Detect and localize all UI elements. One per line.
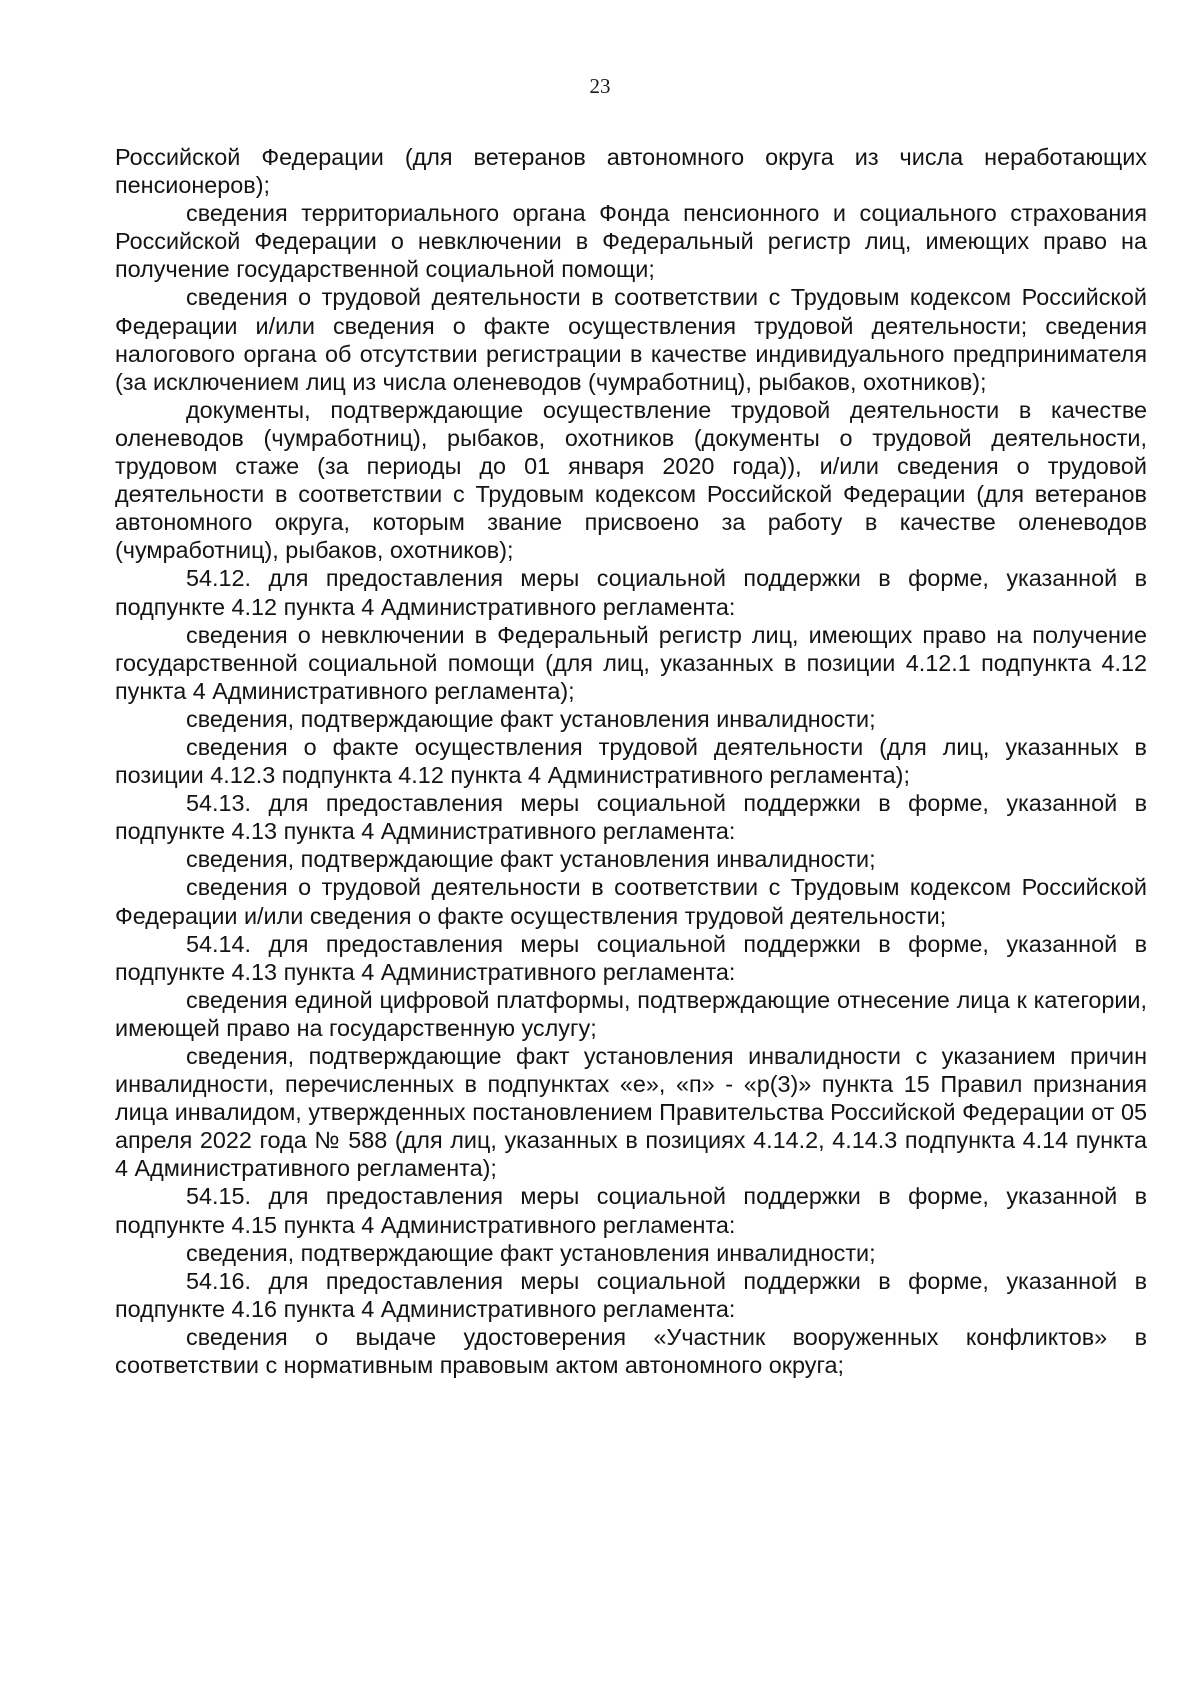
paragraph: сведения, подтверждающие факт установления инвалидности;	[186, 1239, 876, 1266]
page-number: 23	[589, 74, 611, 98]
paragraph: сведения, подтверждающие факт установления инвалидности;	[186, 705, 876, 732]
paragraph-item-54-13: 54.13. для предоставления меры социальной поддержки в форме, указанной в подпункте 4.13 пункта 4 Административного регламента:	[115, 790, 1147, 845]
paragraph: сведения о трудовой деятельности в соответствии с Трудовым кодексом Российской Федерации и/или сведения о факте осуществления трудовой деятельности; сведения налогового органа об отсутствии регистрации в качестве индивидуального предпринимателя (за исключением лиц из числа оленеводов (чумработниц), рыбаков, охотников);	[115, 284, 1147, 395]
paragraph-item-54-15: 54.15. для предоставления меры социальной поддержки в форме, указанной в подпункте 4.15 пункта 4 Административного регламента:	[115, 1183, 1147, 1238]
document-body	[115, 143, 1147, 1379]
paragraph: Российской Федерации (для ветеранов автономного округа из числа неработающих пенсионеров);	[115, 144, 1147, 199]
paragraph-item-54-12: 54.12. для предоставления меры социальной поддержки в форме, указанной в подпункте 4.12 пункта 4 Административного регламента:	[115, 565, 1147, 620]
paragraph: сведения о трудовой деятельности в соответствии с Трудовым кодексом Российской Федерации и/или сведения о факте осуществления трудовой деятельности;	[115, 874, 1147, 929]
paragraph: сведения, подтверждающие факт установления инвалидности с указанием причин инвалидности, перечисленных в подпунктах «е», «п» - «р(3)» пункта 15 Правил признания лица инвалидом, утвержденных постановлением Правительства Российской Федерации от 05 апреля 2022 года № 588 (для лиц, указанных в позициях 4.14.2, 4.14.3 подпункта 4.14 пункта 4 Административного регламента);	[115, 1043, 1147, 1182]
paragraph: документы, подтверждающие осуществление трудовой деятельности в качестве оленеводов (чумработниц), рыбаков, охотников (документы о трудовой деятельности, трудовом стаже (за периоды до 01 января 2020 года)), и/или сведения о трудовой деятельности в соответствии с Трудовым кодексом Российской Федерации (для ветеранов автономного округа, которым звание присвоено за работу в качестве оленеводов (чумработниц), рыбаков, охотников);	[115, 396, 1147, 564]
paragraph-item-54-16: 54.16. для предоставления меры социальной поддержки в форме, указанной в подпункте 4.16 пункта 4 Административного регламента:	[115, 1267, 1147, 1322]
paragraph: сведения, подтверждающие факт установления инвалидности;	[186, 846, 876, 873]
paragraph: сведения территориального органа Фонда пенсионного и социального страхования Российской Федерации о невключении в Федеральный регистр лиц, имеющих право на получение государственной социальной помощи;	[115, 200, 1147, 283]
paragraph: сведения о выдаче удостоверения «Участник вооруженных конфликтов» в соответствии с нормативным правовым актом автономного округа;	[115, 1323, 1147, 1379]
paragraph: сведения единой цифровой платформы, подтверждающие отнесение лица к категории, имеющей право на государственную услугу;	[115, 986, 1147, 1041]
paragraph: сведения о факте осуществления трудовой деятельности (для лиц, указанных в позиции 4.12.3 подпункта 4.12 пункта 4 Административного регламента);	[115, 733, 1147, 789]
paragraph: сведения о невключении в Федеральный регистр лиц, имеющих право на получение государственной социальной помощи (для лиц, указанных в позиции 4.12.1 подпункта 4.12 пункта 4 Административного регламента);	[115, 621, 1147, 704]
paragraph-item-54-14: 54.14. для предоставления меры социальной поддержки в форме, указанной в подпункте 4.13 пункта 4 Административного регламента:	[115, 930, 1147, 985]
